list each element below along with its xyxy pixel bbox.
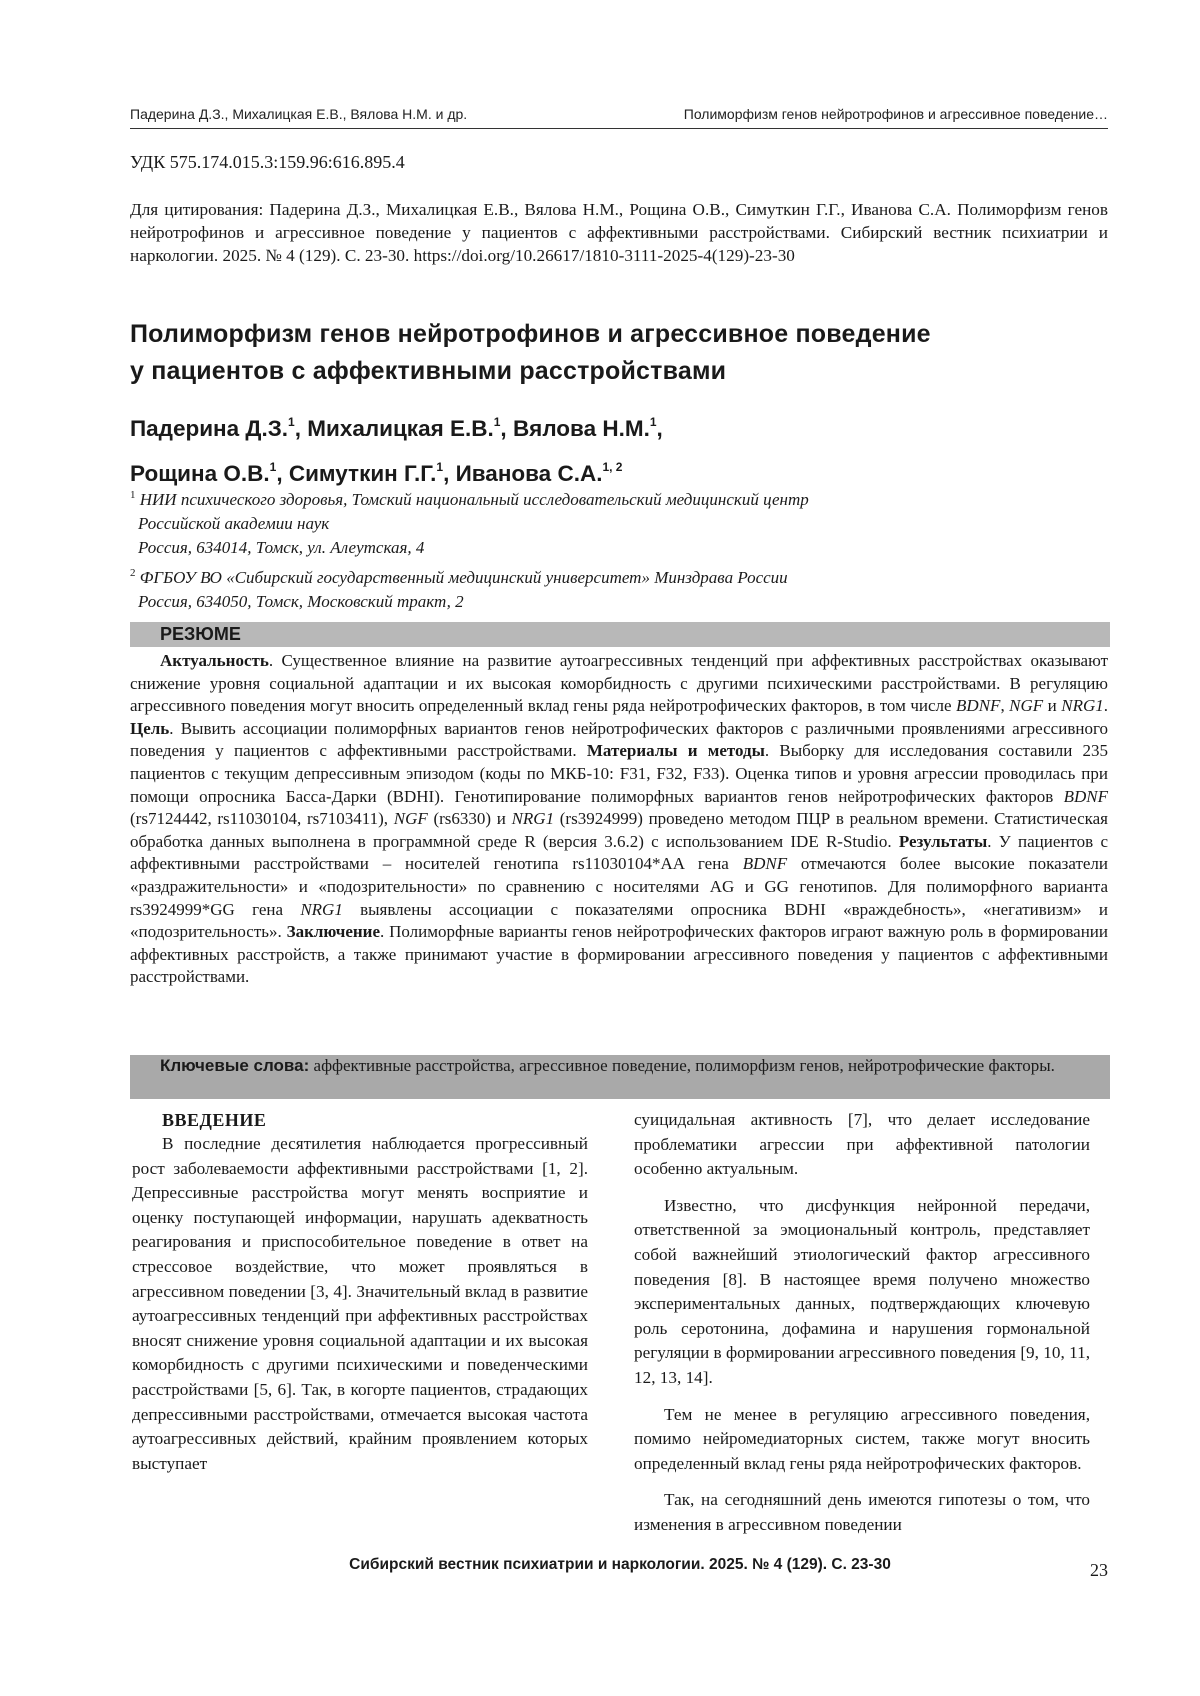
resume-heading-bar xyxy=(130,622,1110,647)
author-name: Вялова Н.М. xyxy=(512,416,650,441)
gene-name: NRG1 xyxy=(1061,696,1104,716)
authors-line-1: Падерина Д.З.$^1$, Михалицкая Е.В.$^1$, Вялова Н.М.$^1$, xyxy=(130,415,663,441)
abstract xyxy=(130,650,1108,989)
running-header xyxy=(130,106,1108,129)
author-affiliation: 1 xyxy=(493,415,501,429)
header-authors: Падерина Д.З., Михалицкая Е.В., Вялова Н.М. и др. xyxy=(130,106,468,122)
footer-journal: Сибирский вестник психиатрии и наркологии. 2025. № 4 (129). С. 23-30 xyxy=(349,1556,891,1573)
affiliation-line: Россия, 634014, Томск, ул. Алеутская, 4 xyxy=(138,538,425,557)
title-line-1: Полиморфизм генов нейротрофинов и агрессивное поведение xyxy=(130,320,931,348)
body-paragraph: суицидальная активность [7], что делает исследование проблематики агрессии при аффективной патологии особенно актуальным. xyxy=(634,1110,1090,1179)
author-affiliation: 1 xyxy=(649,415,657,429)
affiliation-number: 1 xyxy=(130,489,136,501)
affiliation-line: НИИ психического здоровья, Томский национальный исследовательский медицинский центр xyxy=(139,490,809,509)
author-name: Симуткин Г.Г. xyxy=(288,461,437,486)
body-column-right xyxy=(634,1108,1090,1538)
gene-name: NRG1 xyxy=(300,899,343,919)
methods-label: Материалы и методы xyxy=(586,741,765,761)
body-paragraph: В последние десятилетия наблюдается прогрессивный рост заболеваемости аффективными расстройствами [1, 2]. Депрессивные расстройства могут менять восприятие и оценку поступающей информации, нарушать адекватность реагирования и приспособительное поведение в ответ на стрессовое воздействие, что может проявляться в агрессивном поведении [3, 4]. Значительный вклад в развитие аутоагрессивных тенденций при аффективных расстройствах вносят снижение уровня социальной адаптации и их высокая коморбидность с другими психическими и поведенческими расстройствами [5, 6]. Так, в когорте пациентов, страдающих депрессивными расстройствами, отмечается высокая частота аутоагрессивных действий, крайним проявлением которых выступает xyxy=(132,1134,588,1473)
author-name: Падерина Д.З. xyxy=(130,416,289,441)
keywords-text: аффективные расстройства, агрессивное поведение, полиморфизм генов, нейротрофические факторы. xyxy=(309,1056,1055,1075)
gene-name: NGF xyxy=(1009,696,1044,716)
gene-name: BDNF xyxy=(742,854,788,874)
header-title: Полиморфизм генов нейротрофинов и агрессивное поведение… xyxy=(683,106,1108,122)
author-affiliation: 1 xyxy=(436,460,444,474)
section-heading: ВВЕДЕНИЕ xyxy=(162,1110,267,1130)
gene-name: NRG1 xyxy=(511,809,555,829)
udk-code: УДК 575.174.015.3:159.96:616.895.4 xyxy=(130,152,405,172)
body-paragraph: Тем не менее в регуляцию агрессивного поведения, помимо нейромедиаторных систем, также могут вносить определенный вклад гены ряда нейротрофических факторов. xyxy=(634,1404,1090,1473)
aim-label: Цель xyxy=(130,718,170,738)
article-title xyxy=(130,316,1108,390)
resume-heading: РЕЗЮМЕ xyxy=(160,624,241,644)
author-name: Рощина О.В. xyxy=(130,461,270,486)
affiliation-line: ФГБОУ ВО «Сибирский государственный медицинский университет» Минздрава России xyxy=(139,568,788,587)
body-paragraph: Известно, что дисфункция нейронной передачи, ответственной за эмоциональный контроль, представляет собой важнейший этиологический фактор агрессивного поведения [8]. В настоящее время получено множество экспериментальных данных, подтверждающих ключевую роль серотонина, дофамина и нарушения гормональной регуляции в формировании агрессивного поведения [9, 10, 11, 12, 13, 14]. xyxy=(634,1195,1090,1387)
results-label: Результаты xyxy=(898,831,988,851)
keywords xyxy=(130,1055,1096,1078)
affiliation-2 xyxy=(130,561,1108,614)
author-affiliation: 1, 2 xyxy=(602,460,623,474)
gene-name: NGF xyxy=(393,809,428,829)
abstract-paragraph: Актуальность. Существенное влияние на развитие аутоагрессивных тенденций при аффективных расстройствах оказывают снижение уровня социальной адаптации и их высокая коморбидность с другими психическими расстройствами. В регуляцию агрессивного поведения могут вносить определенный вклад гены ряда нейротрофических факторов, в том числе BDNF, NGF и NRG1. Цель. Вывить ассоциации полиморфных вариантов генов нейротрофических факторов с различными проявлениями агрессивного поведения у пациентов с аффективными расстройствами. Материалы и методы. Выборку для исследования составили 235 пациентов с текущим депрессивным эпизодом (коды по МКБ-10: F31, F32, F33). Оценка типов и уровня агрессии проводилась при помощи опросника Басса-Дарки (BDHI). Генотипирование полиморфных вариантов генов нейротрофических факторов BDNF (rs7124442, rs11030104, rs7103411), NGF (rs6330) и NRG1 (rs3924999) проведено методом ПЦР в реальном времени. Статистическая обработка данных выполнена в программной среде R (версия 3.6.2) с использованием IDE R-Studio. Результаты. У пациентов с аффективными расстройствами – носителей генотипа rs11030104*AA гена BDNF отмечаются более высокие показатели «раздражительности» и «подозрительности» по сравнению с носителями AG и GG генотипов. Для полиморфного варианта rs3924999*GG гена NRG1 выявлены ассоциации с показателями опросника BDHI «враждебность», «негативизм» и «подозрительность». Заключение. Полиморфные варианты генов нейротрофических факторов играют важную роль в формировании аффективных расстройств, а также принимают участие в формировании агрессивного поведения у пациентов с аффективными расстройствами. xyxy=(130,651,1108,987)
author-name: Иванова С.А. xyxy=(455,461,603,486)
author-affiliation: 1 xyxy=(288,415,295,429)
affiliation-line: Российской академии наук xyxy=(138,514,330,533)
authors-line-2: Рощина О.В.$^1$, Симуткин Г.Г.$^1$, Иванова С.А.$^{1, 2}$ xyxy=(130,460,623,486)
body-column-left xyxy=(132,1108,588,1476)
author-affiliation: 1 xyxy=(269,460,277,474)
affiliation-number: 2 xyxy=(130,567,136,579)
gene-name: BDNF xyxy=(1063,786,1108,806)
body-paragraph: Так, на сегодняшний день имеются гипотезы о том, что изменения в агрессивном поведении xyxy=(634,1490,1090,1534)
affiliation-1 xyxy=(130,483,1108,560)
author-name: Михалицкая Е.В. xyxy=(307,416,494,441)
affiliation-line: Россия, 634050, Томск, Московский тракт, 2 xyxy=(138,592,464,611)
gene-name: BDNF xyxy=(956,696,1001,716)
keywords-label: Ключевые слова: xyxy=(160,1056,310,1075)
title-line-2: у пациентов с аффективными расстройствами xyxy=(130,357,727,385)
author-list xyxy=(130,403,1108,493)
page-footer xyxy=(130,1554,1108,1584)
citation: Для цитирования: Падерина Д.З., Михалицкая Е.В., Вялова Н.М., Рощина О.В., Симуткин Г.Г., Иванова С.А. Полиморфизм генов нейротрофинов и агрессивное поведение у пациентов с аффективными расстройствами. Сибирский вестник психиатрии и наркологии. 2025. № 4 (129). С. 23-30. https://doi.org/10.26617/1810-3111-2025-4(129)-23-30 xyxy=(130,200,1108,265)
page-number: 23 xyxy=(1090,1560,1108,1580)
relevance-label: Актуальность xyxy=(160,651,269,670)
conclusion-label: Заключение xyxy=(286,922,381,942)
